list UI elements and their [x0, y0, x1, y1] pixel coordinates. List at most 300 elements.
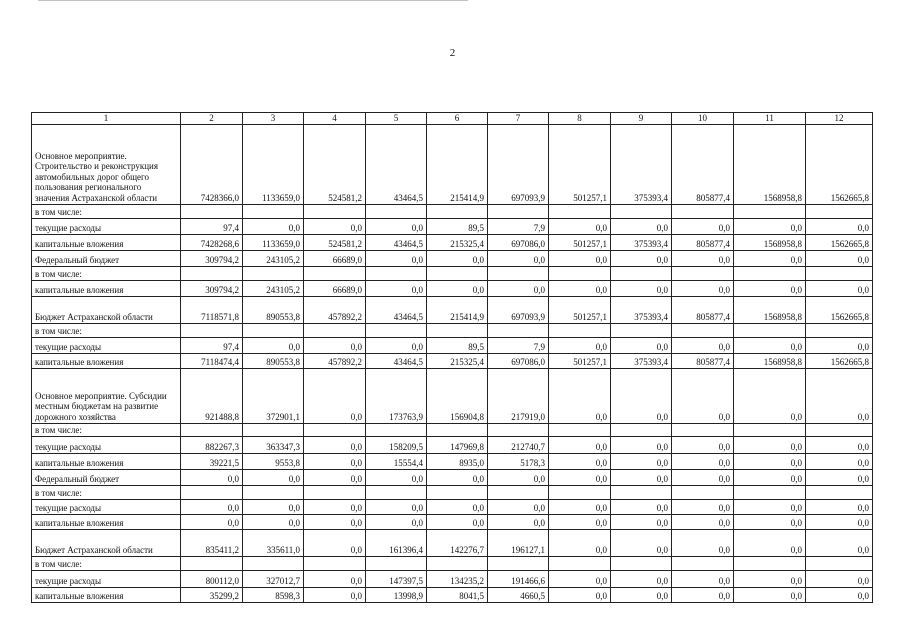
table-cell: [181, 557, 243, 571]
table-cell: 0,0: [549, 470, 611, 486]
column-header: 11: [734, 113, 806, 125]
table-cell: 0,0: [243, 515, 304, 530]
table-cell: 142276,7: [427, 530, 488, 557]
table-row: [32, 588, 873, 603]
table-cell: [304, 486, 366, 500]
table-cell: [366, 486, 427, 500]
table-cell: 0,0: [611, 571, 672, 588]
table-cell: 697086,0: [488, 354, 549, 369]
table-cell: [672, 557, 734, 571]
row-label: Основное мероприятие. Субсидии местным бюджетам на развитие дорожного хозяйства: [32, 369, 181, 424]
table-cell: [181, 424, 243, 437]
scan-edge-line: [38, 0, 468, 1]
column-header: 9: [611, 113, 672, 125]
table-cell: 5178,3: [488, 454, 549, 470]
table-cell: 0,0: [427, 515, 488, 530]
table-cell: 215414,9: [427, 125, 488, 205]
row-label: в том числе:: [32, 557, 181, 571]
table-cell: [366, 557, 427, 571]
table-cell: 8935,0: [427, 454, 488, 470]
table-cell: 0,0: [734, 500, 806, 515]
table-cell: [611, 557, 672, 571]
table-cell: 0,0: [672, 588, 734, 603]
table-cell: 0,0: [427, 281, 488, 297]
table-cell: [366, 324, 427, 338]
table-cell: [304, 424, 366, 437]
table-cell: [672, 267, 734, 281]
table-cell: [304, 557, 366, 571]
table-cell: 0,0: [734, 437, 806, 454]
table-cell: 1562665,8: [806, 125, 873, 205]
table-cell: 697086,0: [488, 235, 549, 251]
table-cell: 0,0: [806, 571, 873, 588]
row-label: в том числе:: [32, 424, 181, 437]
table-cell: 243105,2: [243, 281, 304, 297]
table-cell: 0,0: [672, 369, 734, 424]
table-row: [32, 205, 873, 219]
table-cell: [734, 267, 806, 281]
table-cell: 0,0: [181, 500, 243, 515]
table-cell: [304, 267, 366, 281]
column-header: 5: [366, 113, 427, 125]
table-cell: [243, 424, 304, 437]
table-cell: 0,0: [672, 500, 734, 515]
table-cell: 215325,4: [427, 235, 488, 251]
table-cell: 697093,9: [488, 125, 549, 205]
table-cell: [488, 205, 549, 219]
table-cell: 13998,9: [366, 588, 427, 603]
row-label: Федеральный бюджет: [32, 470, 181, 486]
table-row: [32, 571, 873, 588]
table-cell: 0,0: [304, 571, 366, 588]
table-cell: 43464,5: [366, 354, 427, 369]
table-cell: 0,0: [806, 219, 873, 235]
table-cell: 4660,5: [488, 588, 549, 603]
table-cell: [243, 557, 304, 571]
table-cell: 0,0: [304, 515, 366, 530]
table-cell: [427, 267, 488, 281]
table-cell: 7428268,6: [181, 235, 243, 251]
table-cell: [611, 424, 672, 437]
table-cell: 243105,2: [243, 251, 304, 267]
table-cell: 0,0: [806, 437, 873, 454]
table-cell: 161396,4: [366, 530, 427, 557]
table-cell: [734, 424, 806, 437]
table-cell: 134235,2: [427, 571, 488, 588]
table-cell: 0,0: [366, 251, 427, 267]
table-cell: [549, 205, 611, 219]
table-cell: [806, 424, 873, 437]
table-cell: 0,0: [672, 437, 734, 454]
table-cell: [181, 486, 243, 500]
table-cell: 35299,2: [181, 588, 243, 603]
table-cell: 501257,1: [549, 354, 611, 369]
table-cell: 0,0: [549, 437, 611, 454]
table-row: [32, 454, 873, 470]
table-cell: 0,0: [549, 454, 611, 470]
row-label: в том числе:: [32, 267, 181, 281]
table-cell: 1568958,8: [734, 297, 806, 324]
column-header: 4: [304, 113, 366, 125]
table-cell: 501257,1: [549, 297, 611, 324]
table-cell: [366, 424, 427, 437]
table-cell: 1568958,8: [734, 354, 806, 369]
column-header: 1: [32, 113, 181, 125]
table-cell: 501257,1: [549, 125, 611, 205]
table-cell: 0,0: [734, 369, 806, 424]
table-cell: 0,0: [549, 571, 611, 588]
table-cell: [427, 205, 488, 219]
table-cell: 921488,8: [181, 369, 243, 424]
row-label: Основное мероприятие. Строительство и реконструкция автомобильных дорог общего пользования регионального значения Астраханской области: [32, 125, 181, 205]
table-cell: 43464,5: [366, 297, 427, 324]
table-cell: 363347,3: [243, 437, 304, 454]
column-header: 12: [806, 113, 873, 125]
table-cell: [427, 424, 488, 437]
row-label: в том числе:: [32, 486, 181, 500]
table-cell: 0,0: [611, 500, 672, 515]
table-cell: 0,0: [611, 530, 672, 557]
table-cell: [549, 557, 611, 571]
table-cell: [304, 205, 366, 219]
table-cell: 7,9: [488, 219, 549, 235]
table-cell: [488, 486, 549, 500]
table-cell: 1568958,8: [734, 235, 806, 251]
table-cell: 1568958,8: [734, 125, 806, 205]
table-cell: 0,0: [611, 281, 672, 297]
table-cell: 0,0: [243, 338, 304, 354]
table-cell: 0,0: [672, 251, 734, 267]
table-cell: 0,0: [734, 515, 806, 530]
table-cell: [611, 486, 672, 500]
table-cell: 0,0: [549, 281, 611, 297]
table-cell: [806, 267, 873, 281]
table-cell: [243, 486, 304, 500]
table-cell: 0,0: [427, 470, 488, 486]
row-label: текущие расходы: [32, 571, 181, 588]
table-cell: 66689,0: [304, 251, 366, 267]
table-cell: 191466,6: [488, 571, 549, 588]
table-cell: 0,0: [611, 588, 672, 603]
table-cell: 0,0: [734, 454, 806, 470]
table-cell: [366, 267, 427, 281]
table-cell: [488, 267, 549, 281]
row-label: капитальные вложения: [32, 235, 181, 251]
table-cell: [672, 205, 734, 219]
table-cell: [611, 267, 672, 281]
table-cell: 0,0: [488, 515, 549, 530]
table-cell: 0,0: [366, 500, 427, 515]
table-cell: 0,0: [806, 281, 873, 297]
row-label: капитальные вложения: [32, 515, 181, 530]
table-cell: 0,0: [611, 454, 672, 470]
table-cell: 7118571,8: [181, 297, 243, 324]
table-row: [32, 424, 873, 437]
table-cell: 0,0: [549, 515, 611, 530]
table-cell: 0,0: [488, 470, 549, 486]
table-cell: 7118474,4: [181, 354, 243, 369]
table-cell: 0,0: [181, 515, 243, 530]
row-label: Бюджет Астраханской области: [32, 297, 181, 324]
table-cell: 156904,8: [427, 369, 488, 424]
table-cell: 0,0: [806, 454, 873, 470]
table-cell: 0,0: [304, 219, 366, 235]
table-cell: 0,0: [672, 338, 734, 354]
table-cell: 0,0: [549, 369, 611, 424]
table-cell: 89,5: [427, 219, 488, 235]
table-cell: 7428366,0: [181, 125, 243, 205]
table-row: [32, 267, 873, 281]
table-cell: [427, 324, 488, 338]
row-label: в том числе:: [32, 205, 181, 219]
table-cell: 524581,2: [304, 235, 366, 251]
table-cell: 0,0: [734, 219, 806, 235]
table-cell: 0,0: [366, 219, 427, 235]
table-cell: 66689,0: [304, 281, 366, 297]
table-cell: 0,0: [488, 251, 549, 267]
table-row: [32, 251, 873, 267]
row-label: текущие расходы: [32, 500, 181, 515]
table-cell: 0,0: [734, 251, 806, 267]
table-cell: 0,0: [304, 470, 366, 486]
table-cell: 0,0: [672, 571, 734, 588]
table-cell: 1562665,8: [806, 297, 873, 324]
table-cell: [181, 205, 243, 219]
table-cell: [611, 205, 672, 219]
table-cell: 0,0: [806, 338, 873, 354]
table-cell: 15554,4: [366, 454, 427, 470]
table-cell: [806, 557, 873, 571]
table-cell: 8041,5: [427, 588, 488, 603]
table-cell: 1133659,0: [243, 235, 304, 251]
table-cell: 0,0: [672, 219, 734, 235]
table-cell: 375393,4: [611, 297, 672, 324]
table-cell: 0,0: [366, 338, 427, 354]
table-cell: 0,0: [806, 251, 873, 267]
table-cell: 0,0: [366, 515, 427, 530]
table-cell: 0,0: [734, 470, 806, 486]
table-cell: [181, 324, 243, 338]
table-cell: 0,0: [549, 500, 611, 515]
table-cell: 7,9: [488, 338, 549, 354]
table-cell: [549, 267, 611, 281]
table-cell: 309794,2: [181, 281, 243, 297]
table-cell: 0,0: [672, 530, 734, 557]
table-cell: 0,0: [611, 515, 672, 530]
table-cell: 890553,8: [243, 297, 304, 324]
table-cell: 697093,9: [488, 297, 549, 324]
table-cell: 0,0: [672, 515, 734, 530]
table-cell: 0,0: [427, 251, 488, 267]
table-cell: 43464,5: [366, 235, 427, 251]
table-cell: 215325,4: [427, 354, 488, 369]
table-row: [32, 515, 873, 530]
column-header: 7: [488, 113, 549, 125]
table-cell: [672, 486, 734, 500]
table-cell: [611, 324, 672, 338]
column-header: 10: [672, 113, 734, 125]
table-cell: 457892,2: [304, 354, 366, 369]
table-row: [32, 557, 873, 571]
table-cell: 0,0: [806, 500, 873, 515]
table-cell: 524581,2: [304, 125, 366, 205]
table-cell: 0,0: [549, 219, 611, 235]
table-cell: 0,0: [181, 470, 243, 486]
row-label: в том числе:: [32, 324, 181, 338]
table-cell: 0,0: [549, 588, 611, 603]
table-cell: 882267,3: [181, 437, 243, 454]
table-cell: 890553,8: [243, 354, 304, 369]
table-cell: 805877,4: [672, 125, 734, 205]
table-cell: 501257,1: [549, 235, 611, 251]
budget-table: [31, 112, 873, 603]
table-cell: 0,0: [672, 454, 734, 470]
table-cell: 0,0: [611, 338, 672, 354]
table-cell: [181, 267, 243, 281]
table-cell: 0,0: [549, 251, 611, 267]
row-label: текущие расходы: [32, 437, 181, 454]
table-cell: 0,0: [304, 338, 366, 354]
table-cell: 372901,1: [243, 369, 304, 424]
table-row: [32, 437, 873, 454]
table-cell: [488, 424, 549, 437]
table-cell: 0,0: [734, 338, 806, 354]
table-row: [32, 297, 873, 324]
table-cell: [304, 324, 366, 338]
table-row: [32, 235, 873, 251]
table-cell: 0,0: [304, 530, 366, 557]
column-header: 3: [243, 113, 304, 125]
row-label: текущие расходы: [32, 338, 181, 354]
column-header: 6: [427, 113, 488, 125]
table-cell: [243, 205, 304, 219]
table-row: [32, 354, 873, 369]
table-cell: 0,0: [806, 470, 873, 486]
table-cell: 212740,7: [488, 437, 549, 454]
table-cell: 0,0: [806, 515, 873, 530]
table-cell: 327012,7: [243, 571, 304, 588]
table-cell: 196127,1: [488, 530, 549, 557]
table-cell: [806, 205, 873, 219]
table-cell: [806, 486, 873, 500]
table-cell: 375393,4: [611, 125, 672, 205]
table-cell: 173763,9: [366, 369, 427, 424]
table-cell: 147969,8: [427, 437, 488, 454]
table-row: [32, 281, 873, 297]
table-cell: [549, 324, 611, 338]
table-cell: 0,0: [304, 454, 366, 470]
table-cell: [806, 324, 873, 338]
table-row: [32, 338, 873, 354]
row-label: капитальные вложения: [32, 588, 181, 603]
table-cell: [427, 557, 488, 571]
table-cell: 97,4: [181, 338, 243, 354]
table-cell: [427, 486, 488, 500]
table-row: [32, 530, 873, 557]
table-cell: 0,0: [611, 369, 672, 424]
table-cell: 0,0: [806, 369, 873, 424]
table-cell: 0,0: [611, 470, 672, 486]
table-cell: [243, 324, 304, 338]
table-cell: 1562665,8: [806, 235, 873, 251]
table-cell: 805877,4: [672, 235, 734, 251]
row-label: текущие расходы: [32, 219, 181, 235]
table-cell: 0,0: [734, 588, 806, 603]
table-row: [32, 369, 873, 424]
row-label: капитальные вложения: [32, 454, 181, 470]
table-cell: [366, 205, 427, 219]
table-cell: [734, 205, 806, 219]
table-cell: 8598,3: [243, 588, 304, 603]
table-cell: 0,0: [488, 281, 549, 297]
table-cell: 0,0: [734, 281, 806, 297]
table-cell: 0,0: [611, 437, 672, 454]
table-cell: 0,0: [806, 588, 873, 603]
table-cell: 0,0: [304, 437, 366, 454]
table-cell: 805877,4: [672, 354, 734, 369]
row-label: капитальные вложения: [32, 281, 181, 297]
table-cell: 309794,2: [181, 251, 243, 267]
table-cell: 800112,0: [181, 571, 243, 588]
table-cell: 375393,4: [611, 354, 672, 369]
table-cell: 0,0: [304, 500, 366, 515]
table-row: [32, 219, 873, 235]
table-cell: 215414,9: [427, 297, 488, 324]
column-header: 8: [549, 113, 611, 125]
table-cell: 0,0: [304, 369, 366, 424]
table-cell: [734, 324, 806, 338]
table-header-row: [32, 113, 873, 125]
table-cell: [488, 324, 549, 338]
table-cell: [734, 557, 806, 571]
table-row: [32, 470, 873, 486]
table-cell: [672, 324, 734, 338]
table-cell: 0,0: [243, 219, 304, 235]
table-cell: 0,0: [611, 219, 672, 235]
table-cell: [488, 557, 549, 571]
table-cell: 457892,2: [304, 297, 366, 324]
table-cell: 0,0: [672, 470, 734, 486]
table-cell: 0,0: [304, 588, 366, 603]
table-cell: [549, 424, 611, 437]
row-label: капитальные вложения: [32, 354, 181, 369]
table-cell: 1133659,0: [243, 125, 304, 205]
table-cell: [672, 424, 734, 437]
table-cell: 158209,5: [366, 437, 427, 454]
table-cell: 0,0: [549, 338, 611, 354]
table-cell: 147397,5: [366, 571, 427, 588]
table-cell: 9553,8: [243, 454, 304, 470]
table-cell: 1562665,8: [806, 354, 873, 369]
table-cell: [243, 267, 304, 281]
table-cell: 835411,2: [181, 530, 243, 557]
table-cell: 375393,4: [611, 235, 672, 251]
table-cell: 0,0: [549, 530, 611, 557]
row-label: Бюджет Астраханской области: [32, 530, 181, 557]
table-cell: [734, 486, 806, 500]
table-row: [32, 486, 873, 500]
table-row: [32, 500, 873, 515]
table-row: [32, 324, 873, 338]
table-cell: 805877,4: [672, 297, 734, 324]
table-cell: 0,0: [734, 530, 806, 557]
table-row: [32, 125, 873, 205]
column-header: 2: [181, 113, 243, 125]
table-cell: 0,0: [734, 571, 806, 588]
table-cell: [549, 486, 611, 500]
table-cell: 0,0: [243, 470, 304, 486]
page-number: 2: [449, 47, 456, 59]
